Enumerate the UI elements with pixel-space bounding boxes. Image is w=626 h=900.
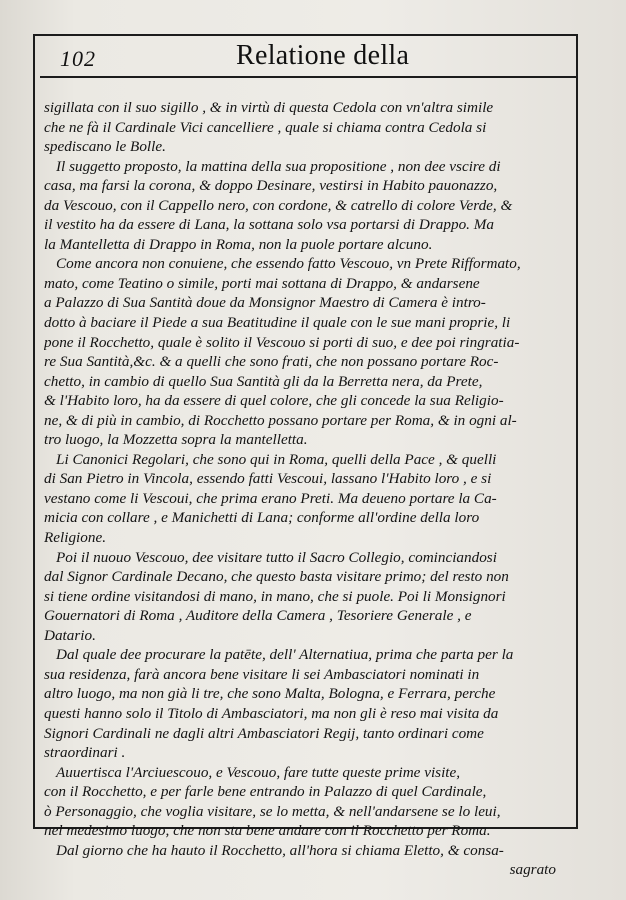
text-line: ò Personaggio, che voglia visitare, se lo metta, & nell'andarsene se lo leui, (44, 802, 501, 820)
text-line: di San Pietro in Vincola, essendo fatti Vescoui, lassano l'Habito loro , e si (44, 470, 492, 488)
text-line: pone il Rocchetto, quale è solito il Vescouo si porti di suo, e dee poi ringratia- (44, 333, 520, 351)
text-line: Il suggetto proposto, la mattina della sua propositione , non dee vscire di (56, 157, 501, 175)
text-line: dal Signor Cardinale Decano, che questo basta visitare primo; del resto non (44, 568, 509, 586)
text-line: altro luogo, ma non già li tre, che sono Malta, Bologna, e Ferrara, perche (44, 685, 496, 703)
text-line: Auuertisca l'Arciuescouo, e Vescouo, fare tutte queste prime visite, (56, 763, 461, 781)
text-line: re Sua Santità,&c. & a quelli che sono frati, che non possano portare Roc- (44, 353, 499, 371)
body-text (44, 98, 570, 880)
text-line: Signori Cardinali ne dagli altri Ambasciatori Regij, tanto ordinari come (44, 724, 484, 742)
text-line: Li Canonici Regolari, che sono qui in Roma, quelli della Pace , & quelli (56, 450, 497, 468)
text-line: mato, come Teatino o simile, porti mai sottana di Drappo, & andarsene (44, 274, 480, 292)
text-line: Gouernatori di Roma , Auditore della Camera , Tesoriere Generale , e (44, 607, 472, 625)
text-line: tro luogo, la Mozzetta sopra la mantelletta. (44, 431, 308, 449)
running-title: Relatione della (236, 40, 410, 71)
header-rule (40, 76, 578, 78)
text-line: Come ancora non conuiene, che essendo fatto Vescouo, vn Prete Rifformato, (56, 255, 521, 273)
text-line: sua residenza, farà ancora bene visitare li sei Ambasciatori nominati in (44, 665, 480, 683)
text-line: vestano come li Vescoui, che prima erano Preti. Ma deueno portare la Ca- (44, 489, 497, 507)
catchword: sagrato (509, 861, 556, 879)
page-number: 102 (60, 46, 96, 71)
text-line: questi hanno solo il Titolo di Ambasciatori, ma non gli è reso mai visita da (44, 704, 499, 722)
text-line: Religione. (44, 529, 106, 547)
text-line: il vestito ha da essere di Lana, la sottana solo vsa portarsi di Drappo. Ma (44, 216, 495, 234)
text-line: Poi il nuouo Vescouo, dee visitare tutto il Sacro Collegio, cominciandosi (56, 548, 497, 566)
text-line: con il Rocchetto, e per farle bene entrando in Palazzo di quel Cardinale, (44, 783, 487, 801)
text-line: Dal quale dee procurare la patēte, dell' Alternatiua, prima che parta per la (56, 646, 514, 664)
text-line: ne, & di più in cambio, di Rocchetto possano portare per Roma, & in ogni al- (44, 411, 517, 429)
text-line: dotto à baciare il Piede a sua Beatitudine il quale con le sue mani proprie, li (44, 314, 511, 332)
page-header (40, 38, 580, 78)
text-line: Datario. (44, 626, 96, 644)
text-line: a Palazzo di Sua Santità doue da Monsignor Maestro di Camera è intro- (44, 294, 486, 312)
text-line: Dal giorno che ha hauto il Rocchetto, all'hora si chiama Eletto, & consa- (56, 841, 504, 859)
text-line: chetto, in cambio di quello Sua Santità gli da la Berretta nera, da Prete, (44, 372, 483, 390)
text-line: si tiene ordine visitandosi di mano, in mano, che si puole. Poi li Monsignori (44, 587, 506, 605)
text-line: che ne fà il Cardinale Vici cancelliere , quale si chiama contra Cedola si (44, 118, 487, 136)
text-line: sigillata con il suo sigillo , & in virtù di questa Cedola con vn'altra simile (44, 99, 494, 116)
text-line: spediscano le Bolle. (44, 138, 166, 156)
text-line: & l'Habito loro, ha da essere di quel colore, che gli concede la sua Religio- (44, 392, 504, 410)
text-line: straordinari . (44, 744, 126, 762)
text-line: nel medesimo luogo, che non sta bene andare con il Rocchetto per Roma. (44, 822, 491, 840)
text-line: micia con collare , e Manichetti di Lana; conforme all'ordine della loro (44, 509, 480, 527)
text-line: la Mantelletta di Drappo in Roma, non la puole portare alcuno. (44, 235, 433, 253)
text-line: da Vescouo, con il Cappello nero, con cordone, & catrello di colore Verde, & (44, 196, 513, 214)
text-line: casa, ma farsi la corona, & doppo Desinare, vestirsi in Habito pauonazzo, (44, 177, 498, 195)
